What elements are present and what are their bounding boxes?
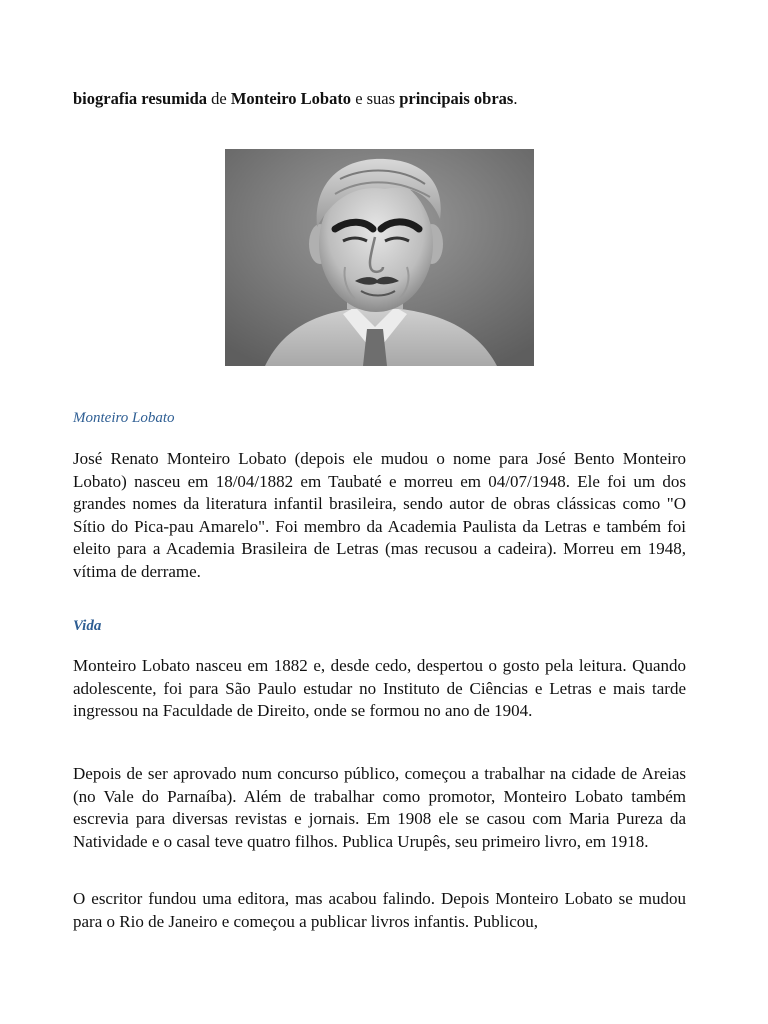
paragraph-vida-2: Depois de ser aprovado num concurso público, começou a trabalhar na cidade de Areias (no Vale do Parnaíba). Além de trabalhar como promotor, Monteiro Lobato também escrevia para diversas revistas e jornais. Em 1908 ele se casou com Maria Pureza da Natividade e o casal teve quatro filhos. Publica Urupês, seu primeiro livro, em 1918.: [73, 764, 686, 851]
portrait-illustration: [225, 149, 534, 366]
title-bold-3: principais obras: [399, 89, 514, 108]
title-text-1: de: [207, 89, 231, 108]
section-heading-vida: Vida: [73, 618, 102, 634]
title-bold-2: Monteiro Lobato: [230, 89, 352, 108]
paragraph-vida-1: Monteiro Lobato nasceu em 1882 e, desde cedo, despertou o gosto pela leitura. Quando adolescente, foi para São Paulo estudar no Instituto de Ciências e Letras e mais tarde ingressou na Faculdade de Direito, onde se formou no ano de 1904.: [73, 656, 686, 720]
author-portrait-photo: [225, 149, 534, 366]
paragraph-intro: José Renato Monteiro Lobato (depois ele mudou o nome para José Bento Monteiro Lobato) nasceu em 18/04/1882 em Taubaté e morreu em 04/07/1948. Ele foi um dos grandes nomes da literatura infantil brasileira, sendo autor de obras clássicas como "O Sítio do Pica-pau Amarelo". Foi membro da Academia Paulista da Letras e também foi eleito para a Academia Brasileira de Letras (mas recusou a cadeira). Morreu em 1948, vítima de derrame.: [73, 449, 686, 581]
document-title: [73, 88, 693, 110]
section-heading-monteiro-lobato: Monteiro Lobato: [73, 410, 175, 426]
title-bold-1: biografia resumida: [73, 89, 207, 108]
title-text-2: e suas: [351, 89, 400, 108]
title-text-3: .: [513, 89, 518, 108]
paragraph-vida-3: O escritor fundou uma editora, mas acabou falindo. Depois Monteiro Lobato se mudou para o Rio de Janeiro e começou a publicar livros infantis. Publicou,: [73, 889, 686, 931]
